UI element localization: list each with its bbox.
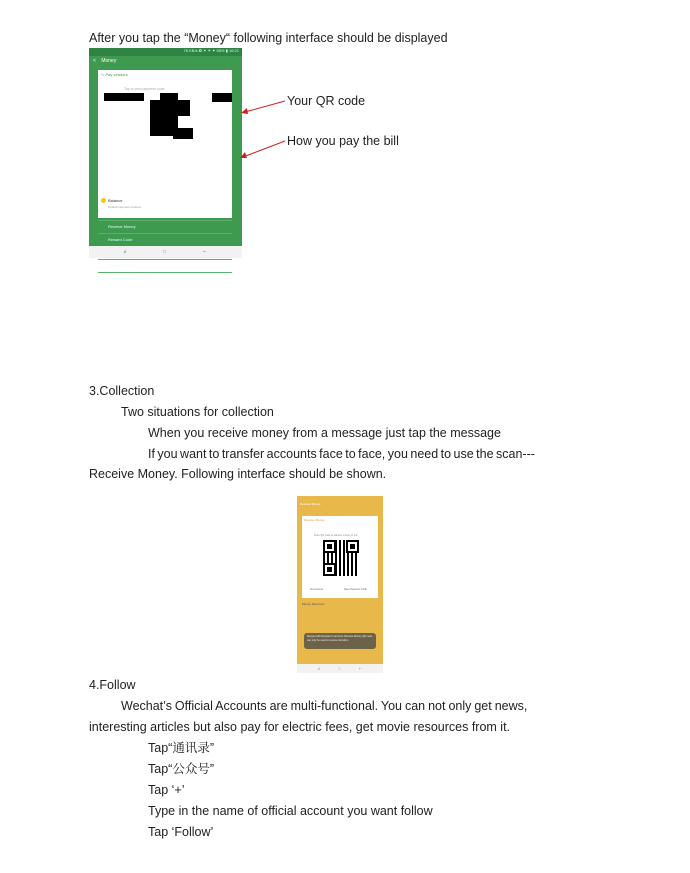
recent-apps-icon[interactable]: ↲ <box>317 666 321 671</box>
back-nav-icon[interactable]: ⇠ <box>359 666 363 671</box>
recent-apps-icon[interactable]: ↲ <box>123 249 128 255</box>
money-received-row[interactable]: Money Received <box>302 602 325 606</box>
receive-qr-code <box>323 540 359 576</box>
payment-code-hint: Tap to view payment code <box>124 87 165 91</box>
step-5: Tap ‘Follow’ <box>148 825 214 839</box>
receive-card <box>302 516 378 598</box>
step-2: Tap“公众号” <box>148 762 214 776</box>
pay-annotation: How you pay the bill <box>287 134 399 148</box>
section3-line2: When you receive money from a message just tap the message <box>148 426 501 440</box>
save-payment-code-link[interactable]: Save Payment Code <box>344 588 367 591</box>
receive-card-title: Receive Money <box>304 518 325 522</box>
menu-item-packets-nearby[interactable]: Packets Nearby <box>98 259 232 272</box>
set-amount-link[interactable]: Set Amount <box>310 588 323 591</box>
section3-heading: 3.Collection <box>89 384 155 398</box>
pay-arrowhead <box>240 152 247 158</box>
section3-line3b: Receive Money. Following interface should be shown. <box>89 467 387 481</box>
info-toast: Merged with Recipient's account. Receive Money QR code can only be used to receive transfers. <box>304 633 376 649</box>
receive-card-subtitle: Scan QR code to transfer money to me <box>314 534 358 537</box>
menu-item-transfer-bank-card[interactable]: Transfer to Bank Card <box>98 272 232 285</box>
android-nav-bar <box>297 664 383 673</box>
receive-money-screenshot <box>297 496 383 673</box>
balance-row[interactable]: Balance <box>101 198 122 203</box>
section4-para-line1: Wechat’s Official Accounts are multi-functional. You can not only get news, <box>121 699 528 713</box>
section4-para-line2: interesting articles but also pay for electric fees, get movie resources from it. <box>89 720 511 734</box>
step-4: Type in the name of official account you want follow <box>148 804 433 818</box>
receive-app-bar: Receive Money <box>300 502 321 506</box>
home-icon[interactable]: □ <box>338 666 341 671</box>
menu-item-receive-money[interactable]: Receive Money <box>98 220 232 233</box>
back-nav-icon[interactable]: ⇠ <box>203 249 208 255</box>
scan-icon: ∿ <box>101 72 105 77</box>
status-bar: 76 KB/s ❂ ✶ ✶ ✶ 55% ▮ 16:21 <box>89 48 242 56</box>
pay-vendors-header[interactable]: ∿ Pay vendors <box>101 72 128 77</box>
menu-item-reward-code[interactable]: Reward Code <box>98 233 232 246</box>
step-1: Tap“通讯录” <box>148 741 214 755</box>
section4-heading: 4.Follow <box>89 678 136 692</box>
qr-arrow <box>245 101 285 112</box>
section3-line1: Two situations for collection <box>121 405 274 419</box>
money-title: Money <box>101 58 117 64</box>
intro-text: After you tap the “Money“ following interface should be displayed <box>89 31 448 45</box>
qr-arrowhead <box>241 108 248 114</box>
back-icon[interactable]: < <box>93 58 96 64</box>
qr-annotation: Your QR code <box>287 94 366 108</box>
pay-arrow <box>243 141 285 157</box>
step-3: Tap ‘+’ <box>148 783 185 797</box>
balance-subtitle: Default payment method <box>108 205 141 209</box>
home-icon[interactable]: □ <box>163 249 167 255</box>
section3-line3a: If you want to transfer accounts face to face, you need to use the scan--- <box>148 447 535 461</box>
